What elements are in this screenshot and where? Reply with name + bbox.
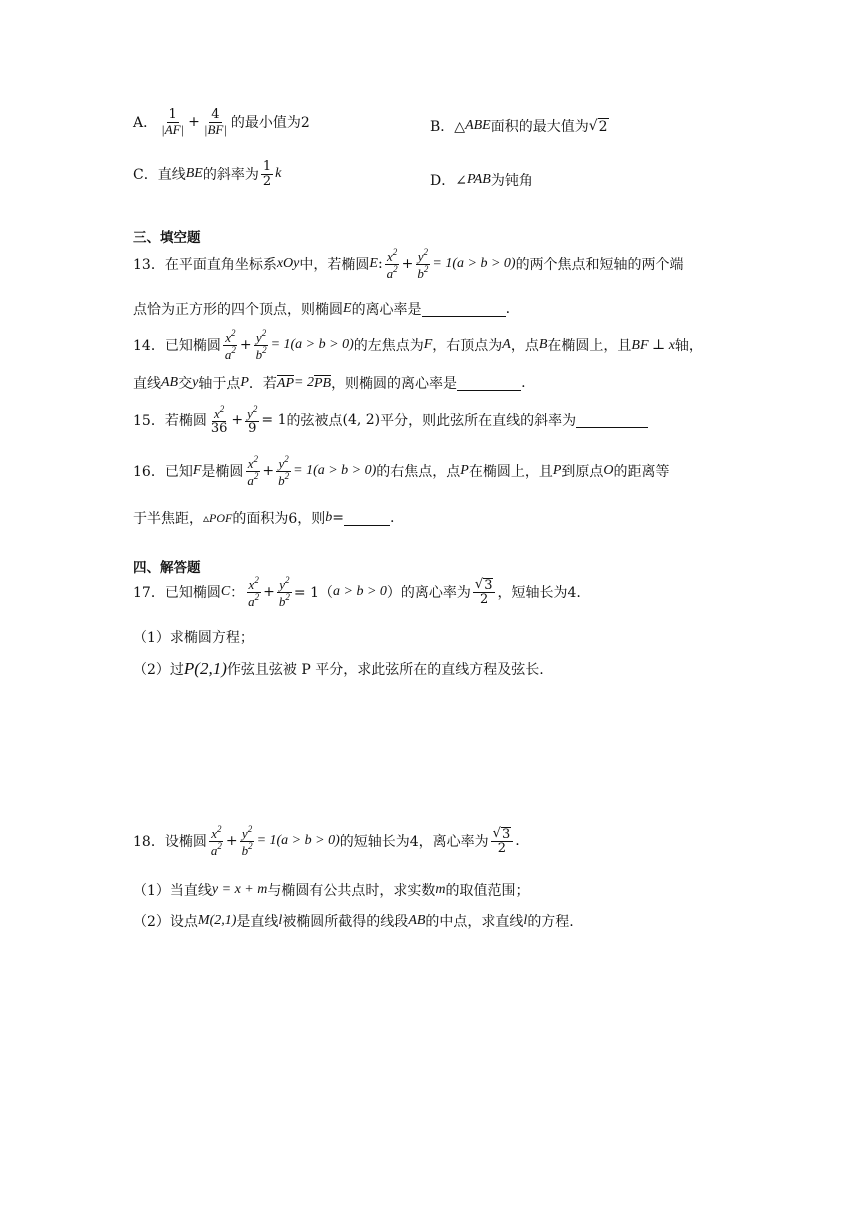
answer-blank[interactable] xyxy=(457,376,521,391)
fraction-1-over-af: $\frac{1}{|AF|}$ xyxy=(161,107,185,137)
answer-blank[interactable] xyxy=(344,511,390,526)
question-13-line1: 13． 在平面直角坐标系 xOy 中，若椭圆 E : $\frac{x^2}{a^2}$ + $\frac{y^2}{b^2}$ = 1(a > b > 0) 的两个焦点和短轴的两个端 xyxy=(133,247,684,281)
question-17-part2: （2）过 P(2,1) 作弦且弦被 P 平分，求此弦所在的直线方程及弦长. xyxy=(133,659,544,678)
ellipse-y-term: $\frac{y^2}{b^2}$ xyxy=(255,328,267,362)
question-14-line2: 直线 AB 交 y 轴于点 P ．若 AP = 2 PB ，则椭圆的离心率是 . xyxy=(133,375,526,392)
question-15: 15． 若椭圆 $\frac{x^2}{36}$ + $\frac{y^2}{9}$ = 1 的弦被点 (4, 2) 平分，则此弦所在直线的斜率为 xyxy=(133,405,648,435)
choice-a: A． $\frac{1}{|AF|}$ + $\frac{4}{|BF|}$ 的最小值为2 xyxy=(133,107,310,137)
ellipse-y-term: $\frac{y^2}{b^2}$ xyxy=(241,824,253,858)
choice-d: D．∠ PAB 为钝角 xyxy=(430,172,533,189)
fraction-sqrt3-over-2: √ 3 2 xyxy=(491,827,514,856)
question-18-part1: （1）当直线 y = x + m 与椭圆有公共点时，求实数 m 的取值范围； xyxy=(133,882,530,899)
section-title-fill-in: 三、填空题 xyxy=(133,230,201,246)
fraction-one-half: $\frac{1}{2}$ xyxy=(262,159,272,189)
question-18-part2: （2）设点 M(2,1) 是直线 l 被椭圆所截得的线段 AB 的中点，求直线 l 的方程. xyxy=(133,913,574,930)
ellipse-x-term: $\frac{x^2}{a^2}$ xyxy=(248,575,260,609)
ellipse-x-term: $\frac{x^2}{a^2}$ xyxy=(210,824,222,858)
ellipse-y-term: $\frac{y^2}{b^2}$ xyxy=(278,575,290,609)
question-13-line2: 点恰为正方形的四个顶点，则椭圆 E 的离心率是 . xyxy=(133,301,511,318)
choice-c: C．直线 BE 的斜率为 $\frac{1}{2}$ k xyxy=(133,159,282,189)
ellipse-y-term: $\frac{y^2}{b^2}$ xyxy=(278,454,290,488)
vector-pb: PB xyxy=(313,375,332,391)
question-17-part1: （1）求椭圆方程； xyxy=(133,630,254,646)
sqrt-2: √ 2 xyxy=(588,117,608,135)
ellipse-x-term: $\frac{x^2}{a^2}$ xyxy=(224,328,236,362)
question-14-line1: 14． 已知椭圆 $\frac{x^2}{a^2}$ + $\frac{y^2}{b^2}$ = 1(a > b > 0) 的左焦点为 F ，右顶点为 A ，点 B 在椭圆上，且 BF ⊥ x 轴， xyxy=(133,328,703,362)
ellipse-y-term: $\frac{y^2}{9}$ xyxy=(247,404,258,436)
question-17-line1: 17． 已知椭圆 C ： $\frac{x^2}{a^2}$ + $\frac{y^2}{b^2}$ = 1（ a > b > 0 ） 的离心率为 √ 3 2 ，短轴长为4. xyxy=(133,575,581,609)
question-16-line2: 于半焦距， ▵POF 的面积为6，则 b = . xyxy=(133,510,395,527)
answer-blank[interactable] xyxy=(422,302,506,317)
fraction-sqrt3-over-2: √ 3 2 xyxy=(473,578,496,607)
section-title-solutions: 四、解答题 xyxy=(133,560,201,576)
vector-ap: AP xyxy=(276,375,294,391)
ellipse-x-term: $\frac{x^2}{a^2}$ xyxy=(386,247,398,281)
answer-blank[interactable] xyxy=(576,413,648,428)
question-16-line1: 16． 已知 F 是椭圆 $\frac{x^2}{a^2}$ + $\frac{y^2}{b^2}$ = 1(a > b > 0) 的右焦点，点 P 在椭圆上，且 P 到原点 O 的距离等 xyxy=(133,454,670,488)
choice-b: B．△ ABE 面积的最大值为 √ 2 xyxy=(430,117,608,135)
ellipse-x-term: $\frac{x^2}{a^2}$ xyxy=(247,454,259,488)
ellipse-y-term: $\frac{y^2}{b^2}$ xyxy=(417,247,429,281)
question-18-line1: 18． 设椭圆 $\frac{x^2}{a^2}$ + $\frac{y^2}{b^2}$ = 1(a > b > 0) 的短轴长为4，离心率为 √ 3 2 . xyxy=(133,824,520,858)
fraction-4-over-bf: $\frac{4}{|BF|}$ xyxy=(203,107,227,137)
ellipse-x-term: $\frac{x^2}{36}$ xyxy=(210,404,228,436)
